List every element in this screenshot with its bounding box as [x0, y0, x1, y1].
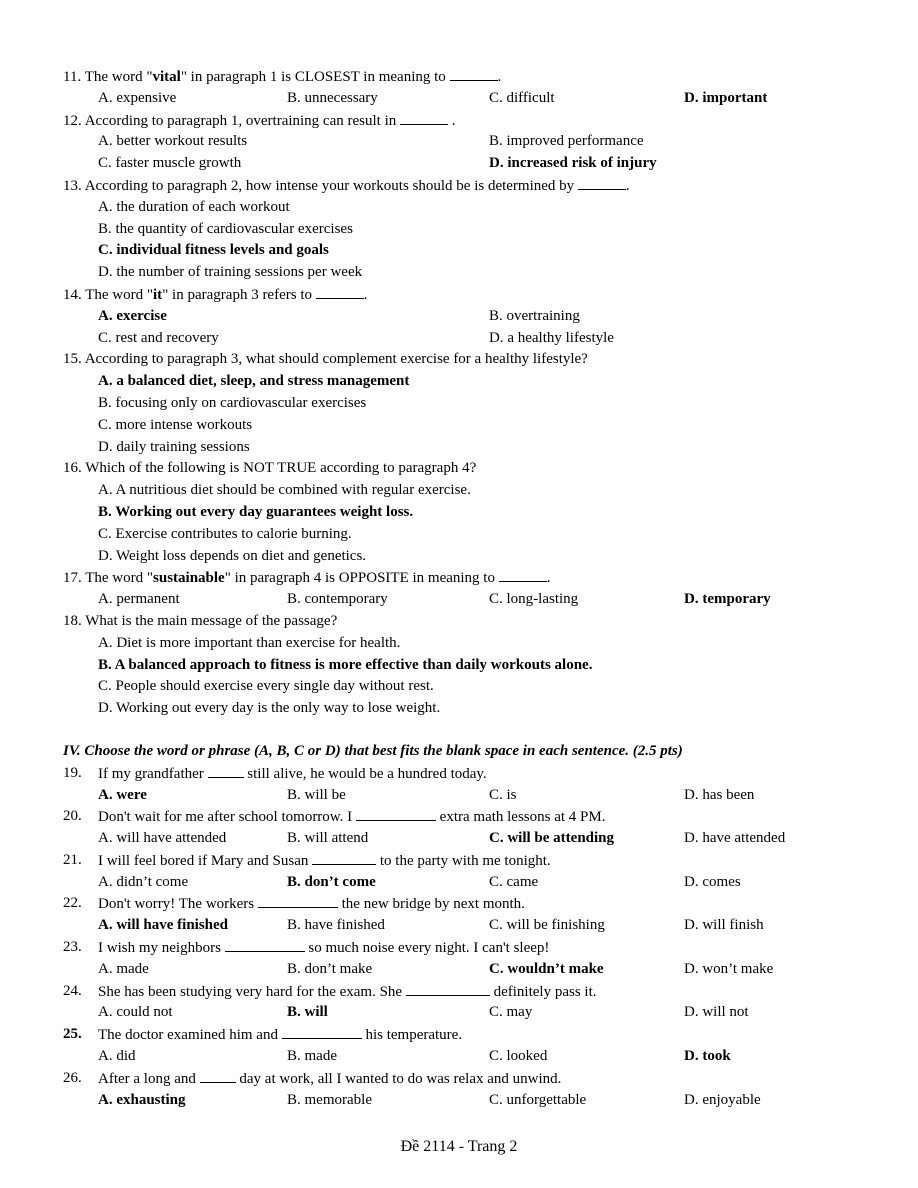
answer-option: D. enjoyable	[684, 1091, 761, 1108]
answer-option: D. a healthy lifestyle	[489, 329, 614, 346]
correct-option: A. a balanced diet, sleep, and stress management	[98, 373, 410, 390]
question-stem	[0, 611, 918, 633]
correct-option: A. exhausting	[98, 1091, 186, 1108]
question-stem	[0, 284, 918, 306]
answer-option: A. expensive	[98, 89, 177, 106]
options-row	[0, 393, 918, 415]
answer-option: C. more intense workouts	[98, 416, 253, 433]
options-row	[0, 88, 918, 110]
question-stem	[0, 175, 918, 197]
stem-text	[98, 981, 597, 1004]
options-row	[0, 828, 918, 850]
options-row	[0, 131, 918, 153]
question-stem	[0, 567, 918, 589]
options-row	[0, 524, 918, 546]
options-row	[0, 655, 918, 677]
stem-text: definitely pass it.	[489, 983, 597, 1000]
stem-text: The word "	[84, 69, 153, 85]
answer-option: B. focusing only on cardiovascular exercises	[98, 394, 367, 411]
correct-option: A. were	[98, 786, 147, 803]
options-row	[0, 1090, 918, 1112]
stem-text: What is the main message of the passage?	[85, 612, 338, 629]
correct-option: A. exercise	[98, 307, 167, 324]
answer-blank	[400, 110, 448, 125]
question-stem	[0, 349, 918, 371]
stem-text: " in paragraph 1 is CLOSEST in meaning to	[180, 69, 450, 85]
question-stem	[0, 1024, 918, 1046]
stem-text: After a long and	[98, 1070, 200, 1087]
stem-keyword: vital	[152, 69, 181, 85]
answer-option: D. daily training sessions	[98, 438, 250, 455]
correct-option: B. don’t come	[287, 873, 376, 890]
question-number: 25.	[63, 1026, 82, 1043]
stem-text: " in paragraph 4 is OPPOSITE in meaning to	[224, 570, 499, 587]
options-row	[0, 328, 918, 350]
answer-option: A. made	[98, 960, 149, 977]
answer-blank	[200, 1068, 236, 1083]
page-footer: Đề 2114 - Trang 2	[400, 1138, 518, 1155]
stem-text	[98, 806, 606, 829]
answer-option: A. could not	[98, 1004, 173, 1021]
answer-blank	[450, 66, 498, 81]
answer-option: A. better workout results	[98, 133, 248, 150]
stem-text: Don't wait for me after school tomorrow. I	[98, 809, 356, 826]
answer-option: C. faster muscle growth	[98, 155, 242, 172]
stem-text	[98, 1068, 561, 1091]
answer-option: D. comes	[684, 873, 741, 890]
answer-option: A. Diet is more important than exercise for health.	[98, 634, 401, 651]
question-number: 20.	[63, 808, 82, 825]
options-row	[0, 589, 918, 611]
stem-text: I wish my neighbors	[98, 940, 225, 957]
answer-option: D. Working out every day is the only way to lose weight.	[98, 700, 441, 717]
answer-option: C. will be finishing	[489, 917, 605, 934]
answer-blank	[282, 1024, 362, 1039]
correct-option: C. individual fitness levels and goals	[98, 242, 329, 259]
question-number: 21.	[63, 851, 82, 868]
correct-option: B. Working out every day guarantees weight loss.	[98, 503, 414, 520]
options-row	[0, 262, 918, 284]
question-stem	[0, 110, 918, 132]
stem-text: day at work, all I wanted to do was relax and unwind.	[235, 1070, 562, 1087]
answer-option: B. unnecessary	[287, 89, 378, 106]
options-row	[0, 480, 918, 502]
question-stem	[0, 763, 918, 785]
answer-option: B. will be	[287, 786, 346, 803]
answer-option: B. contemporary	[287, 591, 388, 608]
options-row	[0, 240, 918, 262]
stem-text: According to paragraph 2, how intense your workouts should be is determined by	[84, 177, 578, 194]
answer-option: D. have attended	[684, 830, 786, 847]
question-stem	[0, 66, 918, 88]
question-number: 26.	[63, 1069, 82, 1086]
stem-text: " in paragraph 3 refers to	[162, 286, 316, 303]
answer-blank	[208, 763, 244, 778]
answer-option: A. didn’t come	[98, 873, 189, 890]
stem-text: .	[497, 69, 502, 85]
options-row	[0, 371, 918, 393]
answer-option: C. unforgettable	[489, 1091, 587, 1108]
options-row	[0, 872, 918, 894]
answer-option: A. will have attended	[98, 830, 227, 847]
stem-keyword: it	[153, 286, 163, 303]
answer-option: B. have finished	[287, 917, 385, 934]
options-row	[0, 219, 918, 241]
stem-text	[98, 763, 487, 786]
correct-option: C. will be attending	[489, 830, 615, 847]
question-number: 13.	[63, 177, 85, 194]
question-number: 23.	[63, 939, 82, 956]
question-stem	[0, 806, 918, 828]
answer-blank	[258, 893, 338, 908]
answer-option: C. is	[489, 786, 517, 803]
options-row	[0, 153, 918, 175]
correct-option: C. wouldn’t make	[489, 960, 604, 977]
stem-text: extra math lessons at 4 PM.	[435, 809, 606, 826]
stem-text: If my grandfather	[98, 765, 208, 782]
grammar-questions	[0, 763, 918, 1112]
question-stem	[0, 1068, 918, 1090]
correct-option: B. will	[287, 1004, 328, 1021]
answer-blank	[499, 567, 547, 582]
options-row	[0, 676, 918, 698]
answer-option: D. will finish	[684, 917, 764, 934]
stem-text: Which of the following is NOT TRUE according to paragraph 4?	[85, 460, 477, 477]
stem-text: so much noise every night. I can't sleep!	[304, 940, 550, 957]
answer-option: C. People should exercise every single day without rest.	[98, 678, 434, 695]
options-row	[0, 785, 918, 807]
stem-text: Don't worry! The workers	[98, 896, 258, 913]
stem-text: The word "	[85, 570, 154, 587]
answer-blank	[312, 850, 376, 865]
correct-option: D. took	[684, 1048, 731, 1065]
stem-text	[98, 937, 549, 960]
answer-option: D. Weight loss depends on diet and genetics.	[98, 547, 367, 564]
answer-option: B. overtraining	[489, 307, 580, 324]
options-row	[0, 959, 918, 981]
stem-text: .	[546, 570, 551, 587]
question-number: 19.	[63, 764, 82, 781]
stem-text: I will feel bored if Mary and Susan	[98, 852, 313, 869]
answer-option: C. looked	[489, 1048, 548, 1065]
answer-blank	[225, 937, 305, 952]
options-row	[0, 437, 918, 459]
correct-option: D. important	[684, 89, 768, 106]
options-row	[0, 415, 918, 437]
answer-option: C. rest and recovery	[98, 329, 219, 346]
options-row	[0, 306, 918, 328]
exam-page	[0, 66, 918, 1111]
answer-option: D. has been	[684, 786, 755, 803]
options-row	[0, 915, 918, 937]
question-number: 18.	[63, 612, 86, 629]
question-stem	[0, 937, 918, 959]
stem-text	[98, 850, 551, 873]
question-number: 17.	[63, 570, 86, 587]
answer-option: B. improved performance	[489, 133, 644, 150]
stem-text: to the party with me tonight.	[376, 852, 551, 869]
answer-option: C. came	[489, 873, 539, 890]
question-stem	[0, 893, 918, 915]
answer-option: B. memorable	[287, 1091, 372, 1108]
answer-option: B. will attend	[287, 830, 369, 847]
answer-option: C. may	[489, 1004, 533, 1021]
stem-text: the new bridge by next month.	[337, 896, 525, 913]
question-number: 15.	[63, 351, 85, 368]
stem-text: .	[363, 286, 368, 303]
stem-text: The doctor examined him and	[98, 1027, 282, 1044]
answer-option: B. made	[287, 1048, 337, 1065]
stem-text: .	[448, 112, 456, 129]
options-row	[0, 546, 918, 568]
answer-option: A. the duration of each workout	[98, 198, 290, 215]
stem-text: According to paragraph 1, overtraining can result in	[84, 112, 400, 129]
stem-text: The word "	[85, 286, 154, 303]
question-number: 22.	[63, 895, 82, 912]
correct-option: D. increased risk of injury	[489, 155, 657, 172]
answer-option: D. won’t make	[684, 960, 774, 977]
question-stem	[0, 850, 918, 872]
answer-option: A. permanent	[98, 591, 180, 608]
question-number: 12.	[63, 112, 85, 129]
answer-blank	[356, 806, 436, 821]
options-row	[0, 1046, 918, 1068]
answer-option: C. Exercise contributes to calorie burning.	[98, 525, 352, 542]
correct-option: D. temporary	[684, 591, 771, 608]
answer-option: B. the quantity of cardiovascular exercises	[98, 220, 353, 237]
stem-keyword: sustainable	[153, 570, 225, 587]
answer-option: B. don’t make	[287, 960, 373, 977]
options-row	[0, 633, 918, 655]
options-row	[0, 502, 918, 524]
question-number: 11.	[63, 69, 85, 85]
answer-option: A. did	[98, 1048, 136, 1065]
answer-option: C. long-lasting	[489, 591, 579, 608]
correct-option: B. A balanced approach to fitness is more effective than daily workouts alone.	[98, 656, 593, 673]
stem-text: .	[625, 177, 630, 194]
stem-text: She has been studying very hard for the exam. She	[98, 983, 406, 1000]
correct-option: A. will have finished	[98, 917, 229, 934]
section-heading: IV. Choose the word or phrase (A, B, C or D) that best fits the blank space in each sentence. (2.5 pts)	[63, 742, 683, 759]
question-stem	[0, 981, 918, 1003]
stem-text: According to paragraph 3, what should complement exercise for a healthy lifestyle?	[84, 351, 588, 368]
question-number: 16.	[63, 460, 86, 477]
options-row	[0, 197, 918, 219]
answer-option: D. the number of training sessions per week	[98, 264, 363, 281]
question-number: 24.	[63, 982, 82, 999]
answer-blank	[316, 284, 364, 299]
stem-text	[98, 893, 525, 916]
answer-option: A. A nutritious diet should be combined with regular exercise.	[98, 482, 471, 499]
answer-option: C. difficult	[489, 89, 555, 106]
stem-text	[98, 1024, 462, 1047]
options-row	[0, 698, 918, 720]
reading-questions	[0, 66, 918, 720]
answer-blank	[578, 175, 626, 190]
options-row	[0, 1002, 918, 1024]
answer-blank	[406, 981, 490, 996]
answer-option: D. will not	[684, 1004, 749, 1021]
question-number: 14.	[63, 286, 86, 303]
stem-text: still alive, he would be a hundred today.	[243, 765, 487, 782]
question-stem	[0, 458, 918, 480]
stem-text: his temperature.	[361, 1027, 463, 1044]
